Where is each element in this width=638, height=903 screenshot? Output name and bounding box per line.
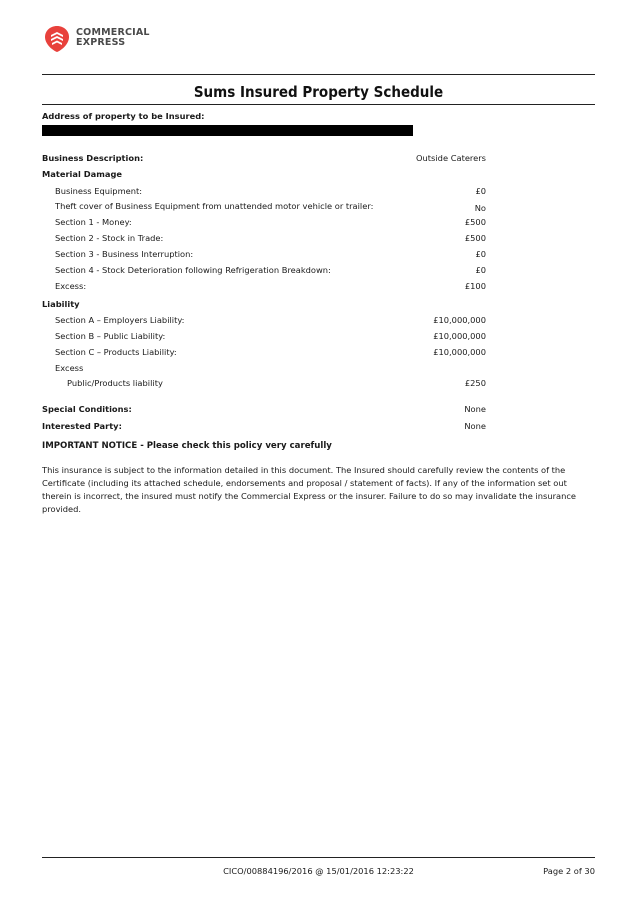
stock-value: £500 — [464, 233, 486, 243]
title-rule — [42, 104, 595, 105]
interested-party-value: None — [464, 421, 486, 431]
liability-excess-label: Excess — [55, 363, 84, 373]
public-liability-label: Section B – Public Liability: — [55, 331, 166, 341]
employers-liability-value: £10,000,000 — [433, 315, 486, 325]
page-title: Sums Insured Property Schedule — [193, 83, 444, 101]
money-label: Section 1 - Money: — [55, 217, 132, 227]
business-interruption-label: Section 3 - Business Interruption: — [55, 249, 194, 259]
business-interruption-value: £0 — [475, 249, 486, 259]
redacted-address — [42, 125, 413, 136]
stock-deterioration-label: Section 4 - Stock Deterioration following Refrigeration Breakdown: — [55, 265, 331, 275]
business-equipment-value: £0 — [475, 186, 486, 196]
theft-cover-value: No — [474, 203, 486, 213]
theft-cover-label: Theft cover of Business Equipment from unattended motor vehicle or trailer: — [55, 201, 374, 211]
employers-liability-label: Section A – Employers Liability: — [55, 315, 185, 325]
logo-line-2: EXPRESS — [76, 37, 126, 48]
header-rule — [42, 74, 595, 75]
interested-party-label: Interested Party: — [42, 421, 122, 431]
logo-text — [76, 28, 150, 48]
stock-deterioration-value: £0 — [475, 265, 486, 275]
public-products-excess-value: £250 — [464, 378, 486, 388]
address-label: Address of property to be Insured: — [42, 111, 205, 121]
public-products-excess-label: Public/Products liability — [67, 378, 163, 388]
footer-page-number: Page 2 of 30 — [543, 866, 595, 876]
important-notice-heading: IMPORTANT NOTICE - Please check this policy very carefully — [42, 441, 332, 451]
material-damage-heading: Material Damage — [42, 169, 123, 179]
logo-line-1: COMMERCIAL — [76, 27, 150, 38]
commercial-express-logo-icon — [42, 24, 72, 54]
liability-heading: Liability — [42, 299, 80, 309]
footer-rule — [42, 857, 595, 858]
md-excess-label: Excess: — [55, 281, 87, 291]
special-conditions-label: Special Conditions: — [42, 404, 132, 414]
md-excess-value: £100 — [464, 281, 486, 291]
footer-reference: CICO/00884196/2016 @ 15/01/2016 12:23:22 — [223, 866, 414, 876]
special-conditions-value: None — [464, 404, 486, 414]
business-description-label: Business Description: — [42, 153, 144, 163]
money-value: £500 — [464, 217, 486, 227]
important-notice-body: This insurance is subject to the information detailed in this document. The Insured should carefully review the contents of the Certificate (including its attached schedule, endorsements and proposal / statement of facts). If any of the information set out therein is incorrect, the insured must notify the Commercial Express or the insurer. Failure to do so may invalidate the insurance provided. — [42, 465, 577, 514]
stock-label: Section 2 - Stock in Trade: — [55, 233, 164, 243]
business-equipment-label: Business Equipment: — [55, 186, 143, 196]
products-liability-label: Section C – Products Liability: — [55, 347, 177, 357]
public-liability-value: £10,000,000 — [433, 331, 486, 341]
business-description-value: Outside Caterers — [416, 153, 486, 163]
products-liability-value: £10,000,000 — [433, 347, 486, 357]
